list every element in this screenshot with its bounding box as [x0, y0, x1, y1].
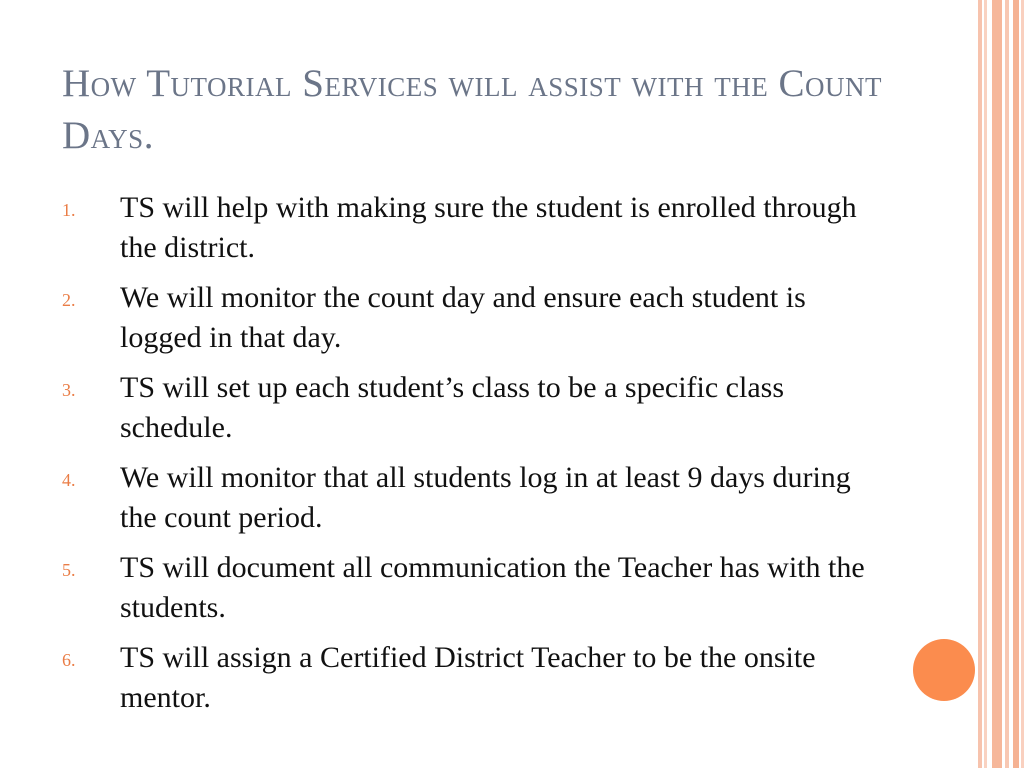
slide-title: How Tutorial Services will assist with the Count Days. — [62, 62, 882, 157]
list-item-text: We will monitor that all students log in at least 9 days during the count period. — [120, 461, 851, 534]
stripe — [992, 0, 1002, 768]
list-item-text: TS will document all communication the Teacher has with the students. — [120, 551, 865, 624]
list-item-text: TS will assign a Certified District Teacher to be the onsite mentor. — [120, 641, 816, 714]
decorative-circle — [913, 639, 975, 701]
list-item — [62, 368, 892, 448]
list-item-text: We will monitor the count day and ensure each student is logged in that day. — [120, 281, 806, 354]
list-item-number: 4. — [62, 470, 76, 490]
stripe — [1005, 0, 1009, 768]
list-item — [62, 458, 892, 538]
list-item — [62, 278, 892, 358]
stripe — [978, 0, 982, 768]
list-item-number: 2. — [62, 290, 76, 310]
list-item — [62, 548, 892, 628]
list-item-text: TS will set up each student’s class to be a specific class schedule. — [120, 371, 784, 444]
stripe — [1013, 0, 1019, 768]
list-item-text: TS will help with making sure the student is enrolled through the district. — [120, 191, 857, 264]
list-item-number: 3. — [62, 380, 76, 400]
decorative-stripes — [978, 0, 1024, 768]
list-item-number: 5. — [62, 560, 76, 580]
list-item — [62, 188, 892, 268]
numbered-list — [62, 188, 892, 728]
stripe — [984, 0, 987, 768]
list-item — [62, 638, 892, 718]
list-item-number: 1. — [62, 200, 76, 220]
list-item-number: 6. — [62, 650, 76, 670]
